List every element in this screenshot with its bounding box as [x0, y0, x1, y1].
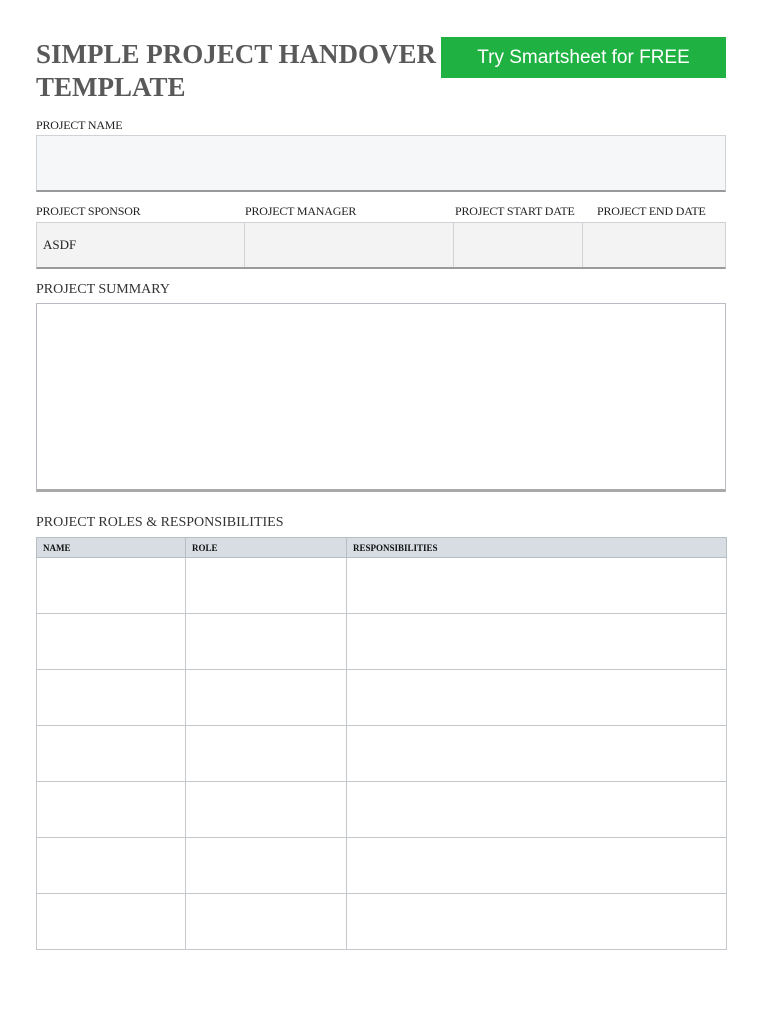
project-summary-field[interactable]: [36, 303, 726, 492]
project-name-field[interactable]: [36, 135, 726, 192]
responsibilities-cell[interactable]: [347, 558, 727, 614]
role-cell[interactable]: [186, 558, 347, 614]
responsibilities-cell[interactable]: [347, 894, 727, 950]
try-smartsheet-button[interactable]: Try Smartsheet for FREE: [441, 37, 726, 78]
role-cell[interactable]: [186, 782, 347, 838]
roles-section-label: PROJECT ROLES & RESPONSIBILITIES: [36, 515, 284, 530]
project-start-date-field[interactable]: [454, 223, 584, 267]
roles-table-header-row: [37, 538, 727, 558]
table-row: [37, 670, 727, 726]
name-cell[interactable]: [37, 838, 186, 894]
roles-table: [36, 537, 727, 950]
name-cell[interactable]: [37, 558, 186, 614]
project-manager-field[interactable]: [245, 223, 453, 267]
column-header-role: ROLE: [186, 538, 347, 558]
table-row: [37, 558, 727, 614]
table-row: [37, 782, 727, 838]
name-cell[interactable]: [37, 726, 186, 782]
name-cell[interactable]: [37, 894, 186, 950]
table-row: [37, 894, 727, 950]
role-cell[interactable]: [186, 894, 347, 950]
name-cell[interactable]: [37, 614, 186, 670]
project-end-date-label: PROJECT END DATE: [597, 204, 706, 218]
table-row: [37, 726, 727, 782]
project-summary-label: PROJECT SUMMARY: [36, 282, 170, 297]
table-row: [37, 838, 727, 894]
project-manager-label: PROJECT MANAGER: [245, 204, 357, 218]
name-cell[interactable]: [37, 782, 186, 838]
column-header-responsibilities: RESPONSIBILITIES: [347, 538, 727, 558]
role-cell[interactable]: [186, 838, 347, 894]
responsibilities-cell[interactable]: [347, 782, 727, 838]
responsibilities-cell[interactable]: [347, 614, 727, 670]
project-start-date-label: PROJECT START DATE: [455, 204, 575, 218]
table-row: [37, 614, 727, 670]
project-info-row: [36, 222, 726, 269]
project-end-date-field[interactable]: [583, 223, 725, 267]
document-title: SIMPLE PROJECT HANDOVER TEMPLATE: [36, 39, 437, 102]
responsibilities-cell[interactable]: [347, 838, 727, 894]
name-cell[interactable]: [37, 670, 186, 726]
column-header-name: NAME: [37, 538, 186, 558]
responsibilities-cell[interactable]: [347, 726, 727, 782]
role-cell[interactable]: [186, 726, 347, 782]
project-name-label: PROJECT NAME: [36, 118, 123, 132]
project-sponsor-label: PROJECT SPONSOR: [36, 204, 141, 218]
project-sponsor-field[interactable]: ASDF: [37, 223, 245, 267]
role-cell[interactable]: [186, 614, 347, 670]
role-cell[interactable]: [186, 670, 347, 726]
responsibilities-cell[interactable]: [347, 670, 727, 726]
